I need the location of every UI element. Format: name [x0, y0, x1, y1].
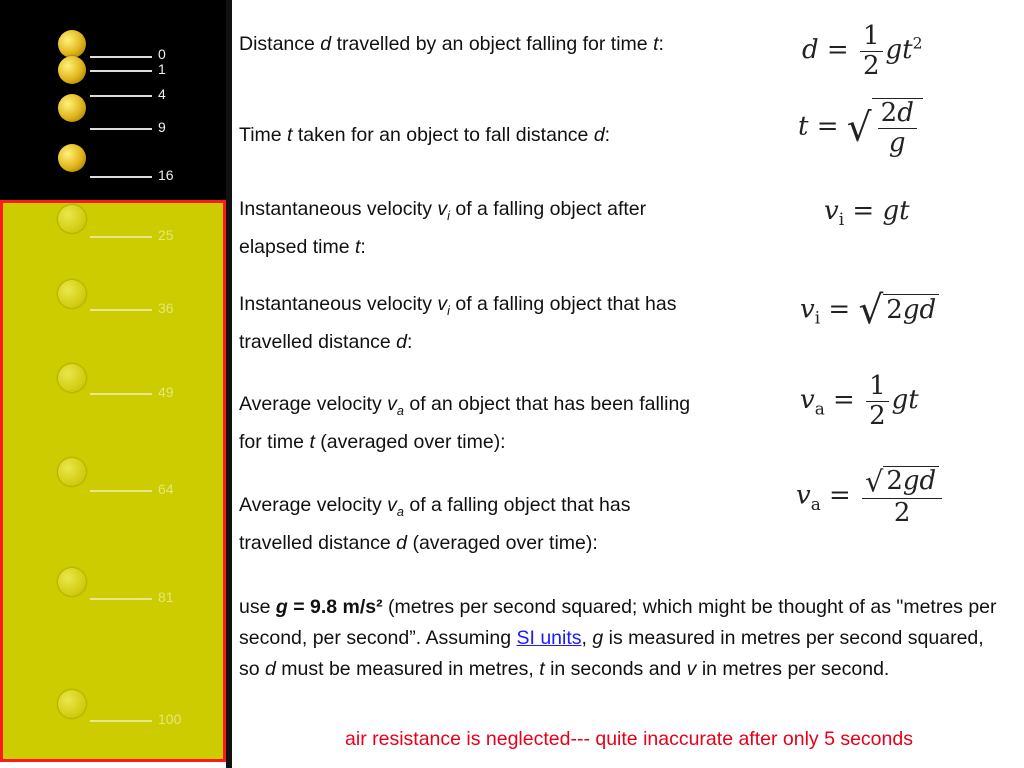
ball-icon [58, 205, 86, 233]
tick-label: 1 [158, 61, 166, 77]
ball-icon [58, 690, 86, 718]
tick-label: 16 [158, 167, 174, 183]
description-instantaneous-velocity-distance: Instantaneous velocity $v_i$ of a falling object that has travelled distance d: [239, 293, 677, 353]
tick-line [90, 95, 152, 97]
formula-time: t = √ $\frac{2d}{g}$ [798, 98, 923, 157]
description-average-velocity-distance: Average velocity $v_a$ of a falling object that has travelled distance d (averaged over time): [239, 494, 631, 554]
falling-ball-strip-highlight [0, 200, 226, 762]
tick-line [90, 720, 152, 722]
tick-label: 36 [158, 300, 174, 316]
tick-label: 49 [158, 384, 174, 400]
tick-label: 64 [158, 481, 174, 497]
description-distance: Distance d travelled by an object falling for time t: [239, 33, 664, 55]
formula-instantaneous-velocity-time: $v_i$ = gt [824, 196, 910, 230]
tick-line [90, 236, 152, 238]
description-average-velocity-time: Average velocity $v_a$ of an object that has been falling for time t (averaged over time): [239, 393, 691, 453]
tick-line [90, 393, 152, 395]
formula-instantaneous-velocity-distance: $v_i$ = √ 2gd [800, 288, 939, 333]
ball-icon [58, 144, 86, 172]
ball-icon [58, 568, 86, 596]
si-units-link[interactable]: SI units [516, 627, 582, 649]
tick-line [90, 56, 152, 58]
tick-line [90, 490, 152, 492]
ball-icon [58, 56, 86, 84]
units-note: use g = 9.8 m/s² (metres per second squared; which might be thought of as "metres per second, per second”. Assuming SI units, g is measured in metres per second squared, so d must be measured in metres, t in seconds and v in metres per second. [239, 596, 997, 680]
ball-icon [58, 280, 86, 308]
description-instantaneous-velocity-time: Instantaneous velocity $v_i$ of a falling object after elapsed time t: [239, 198, 647, 258]
tick-line [90, 176, 152, 178]
tick-line [90, 70, 152, 72]
tick-line [90, 598, 152, 600]
tick-label: 0 [158, 46, 166, 62]
tick-line [90, 309, 152, 311]
ball-icon [58, 94, 86, 122]
tick-label: 4 [158, 86, 166, 102]
ball-icon [58, 364, 86, 392]
description-time: Time t taken for an object to fall distance d: [239, 124, 611, 146]
formula-average-velocity-time: $v_a$ = $\frac{1}{2}$ gt [800, 371, 919, 431]
air-resistance-warning: air resistance is neglected--- quite inaccurate after only 5 seconds [345, 728, 913, 750]
ball-icon [58, 458, 86, 486]
tick-label: 25 [158, 227, 174, 243]
falling-ball-strip-dark [0, 0, 228, 202]
formula-distance: d = $\frac{1}{2}$ $gt^2$ [802, 21, 923, 81]
tick-label: 9 [158, 119, 166, 135]
strip-edge [226, 0, 232, 768]
tick-label: 81 [158, 589, 174, 605]
tick-line [90, 128, 152, 130]
tick-label: 100 [158, 711, 182, 727]
ball-icon [58, 30, 86, 58]
formula-average-velocity-distance: $v_a$ = $\frac{√ 2gd}{2}$ [796, 466, 945, 527]
